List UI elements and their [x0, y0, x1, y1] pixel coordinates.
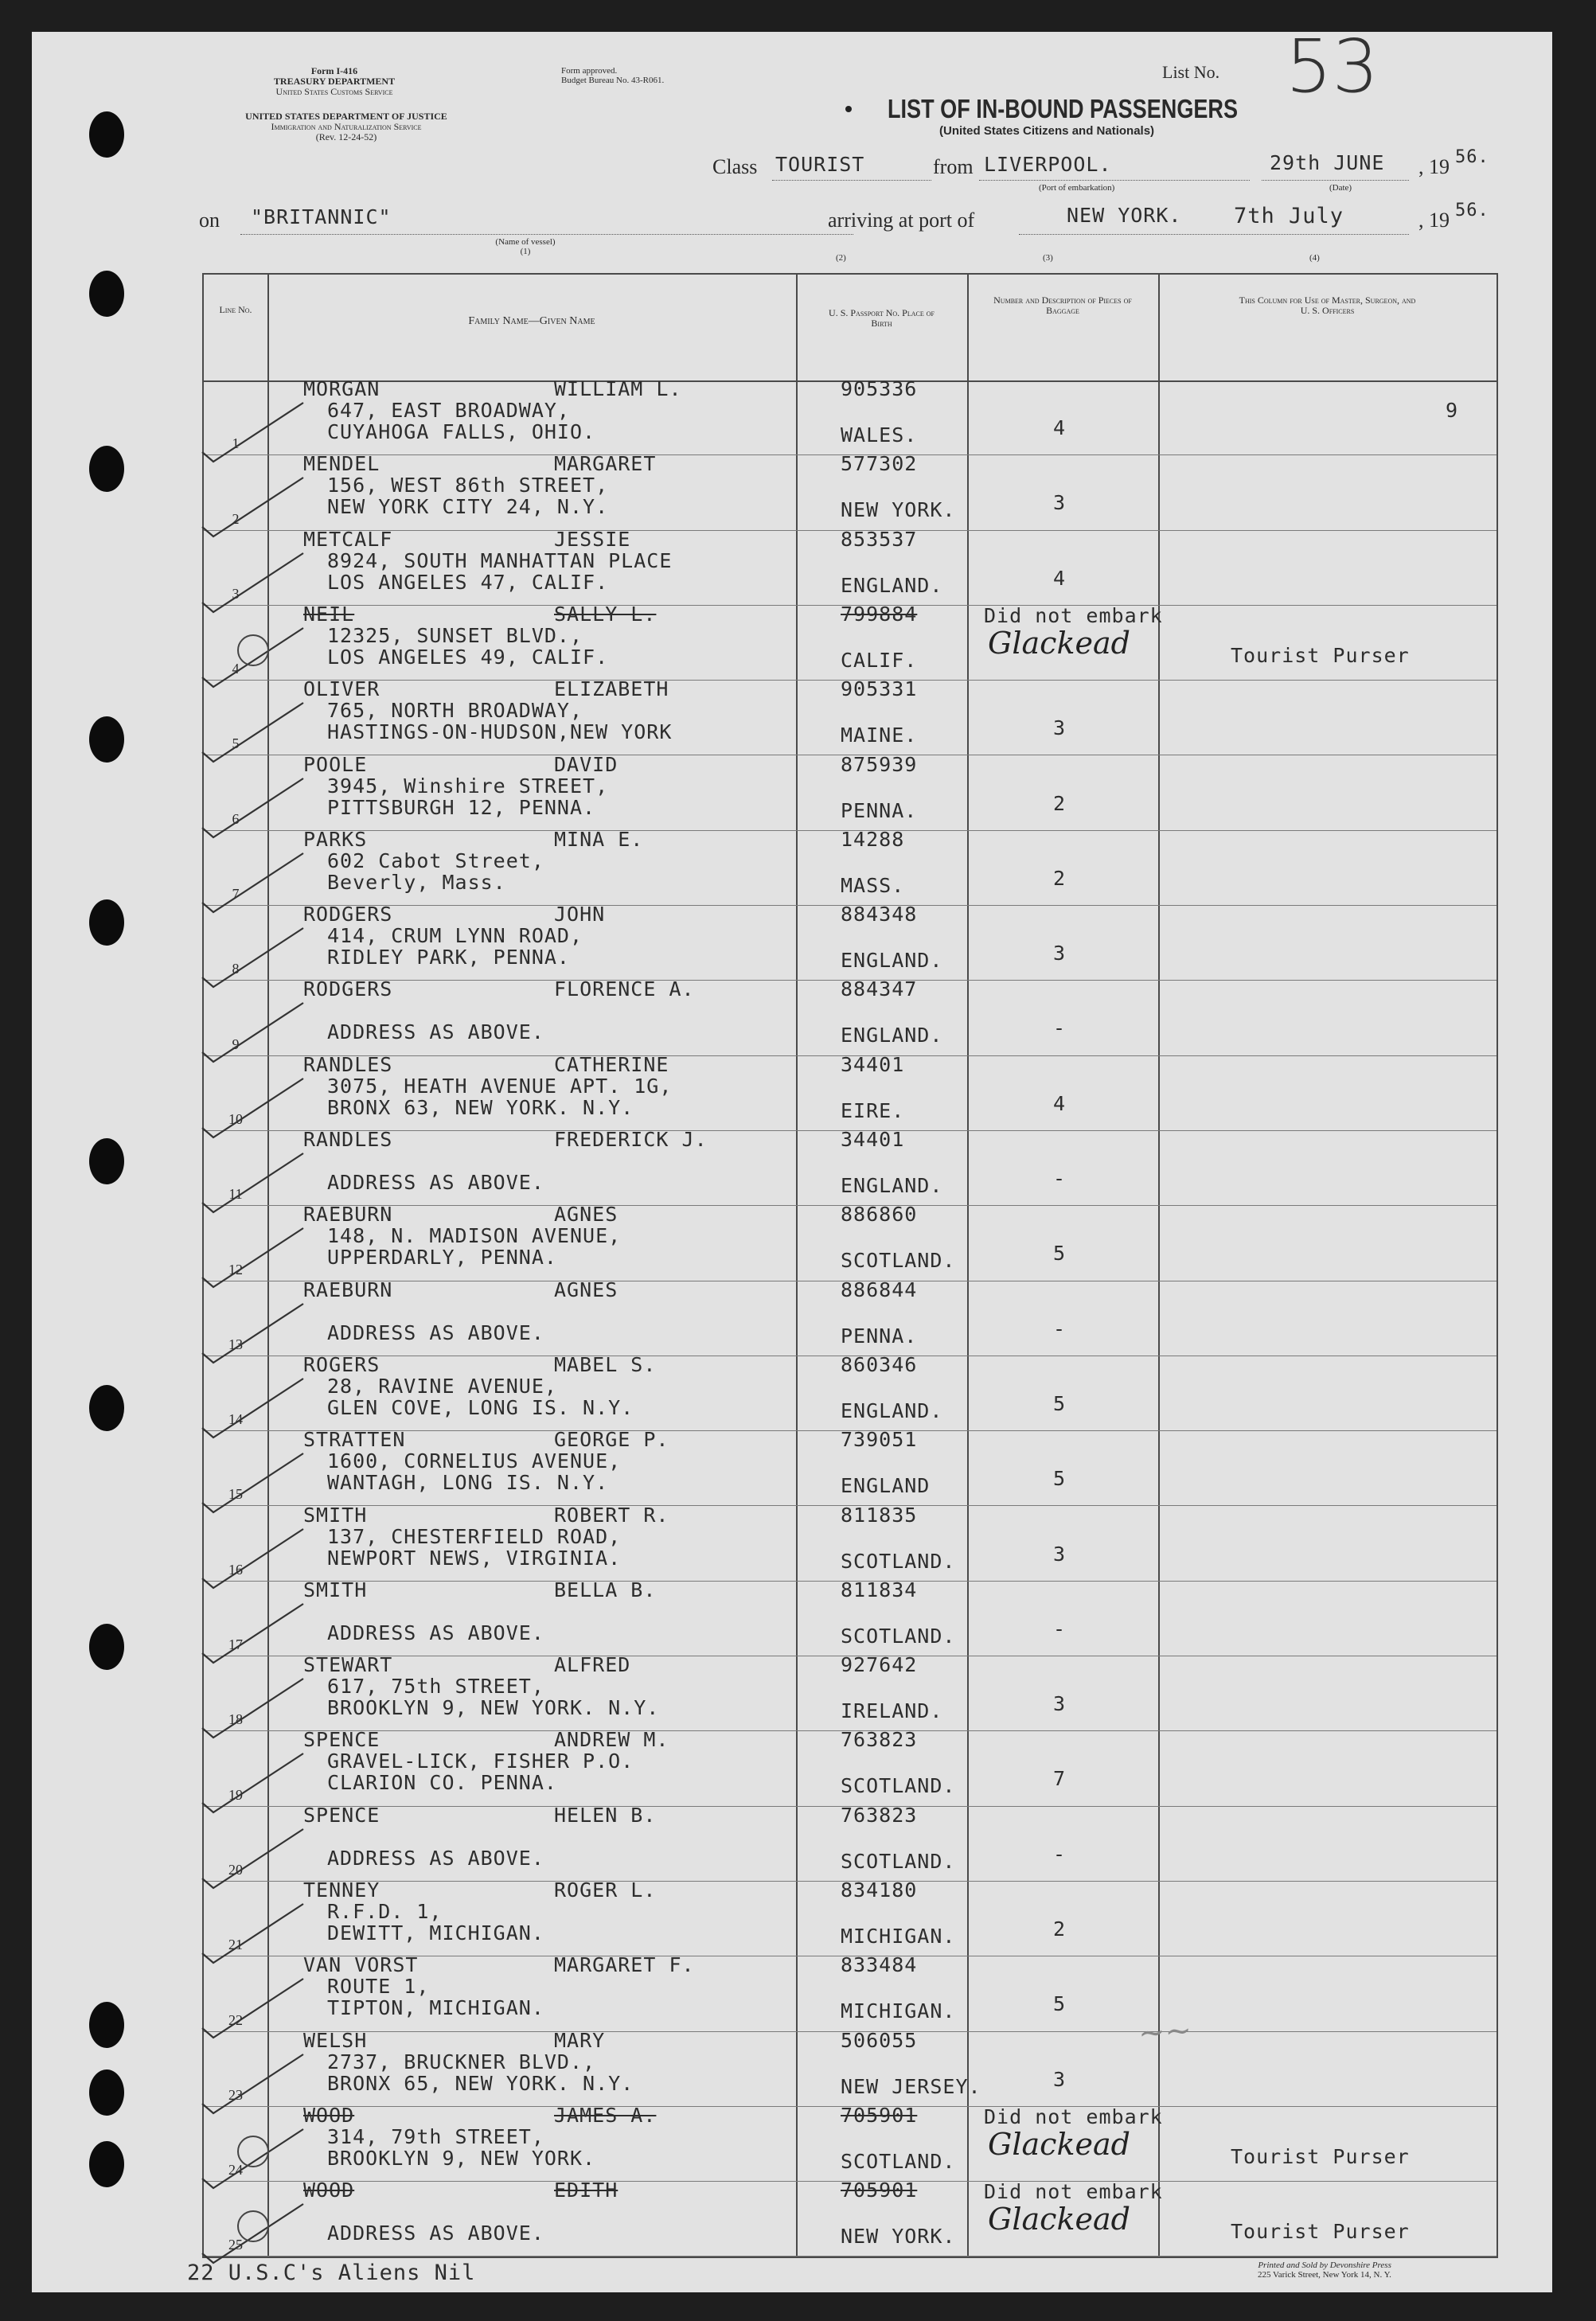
given-name: GEORGE P.	[554, 1428, 669, 1452]
place-of-birth: PENNA.	[841, 798, 918, 822]
address-line-2: BRONX 65, NEW YORK. N.Y.	[327, 2071, 634, 2095]
address-line-2: DEWITT, MICHIGAN.	[327, 1921, 544, 1945]
table-row	[204, 1352, 1496, 1431]
family-name: SPENCE	[303, 1803, 380, 1827]
family-name: RAEBURN	[303, 1203, 393, 1227]
year-prefix-2: , 19	[1418, 209, 1450, 232]
family-name: PARKS	[303, 827, 368, 851]
place-of-birth: NEW YORK.	[841, 498, 956, 522]
line-number: 22	[228, 2011, 243, 2028]
family-name: SMITH	[303, 1578, 368, 1601]
date-underline	[1262, 180, 1409, 181]
vessel-value: "BRITANNIC"	[251, 205, 392, 228]
given-name: JOHN	[554, 903, 606, 926]
table-row	[204, 1128, 1496, 1206]
place-of-birth: MAINE.	[841, 724, 918, 747]
printer-credit: Printed and Sold by Devonshire Press 225 Varick Street, New York 14, N. Y.	[1258, 2261, 1391, 2280]
address-line-2: UPPERDARLY, PENNA.	[327, 1246, 557, 1270]
col4-num: (4)	[1309, 253, 1320, 263]
page-title: LIST OF IN-BOUND PASSENGERS	[888, 94, 1239, 123]
address-line-1: 137, CHESTERFIELD ROAD,	[327, 1524, 622, 1548]
address-line-1: 12325, SUNSET BLVD.,	[327, 623, 583, 647]
address-line-2: LOS ANGELES 47, CALIF.	[327, 570, 609, 594]
line-number: 1	[232, 435, 240, 452]
address-line-1: 617, 75th STREET,	[327, 1675, 544, 1699]
table-row	[204, 1428, 1496, 1506]
family-name: MENDEL	[303, 452, 380, 476]
header-passport: U. S. Passport No. Place of Birth	[796, 275, 967, 382]
class-value: TOURIST	[775, 153, 865, 176]
purser-signature: Glackead	[988, 625, 1130, 661]
line-number: 21	[228, 1937, 243, 1953]
form-approved: Form approved. Budget Bureau No. 43-R061.	[561, 66, 665, 85]
table-row	[204, 1052, 1496, 1131]
line-number: 18	[228, 1711, 243, 1728]
address-line-2: NEWPORT NEWS, VIRGINIA.	[327, 1546, 622, 1570]
table-row	[204, 752, 1496, 831]
address-line-1: 3075, HEATH AVENUE APT. 1G,	[327, 1074, 673, 1098]
given-name: MINA E.	[554, 827, 644, 851]
passenger-table	[202, 273, 1498, 2258]
line-number: 13	[228, 1336, 243, 1352]
family-name: RANDLES	[303, 1052, 393, 1076]
given-name: ALFRED	[554, 1653, 631, 1677]
list-no-value: 53	[1286, 32, 1379, 109]
year-suffix: 56.	[1455, 147, 1489, 167]
family-name: OLIVER	[303, 677, 380, 701]
given-name: ROBERT R.	[554, 1503, 669, 1527]
baggage-count: 3	[1052, 942, 1067, 965]
passport-number: 884348	[841, 903, 918, 926]
line-number: 24	[228, 2162, 243, 2179]
given-name: HELEN B.	[554, 1803, 657, 1827]
binder-hole	[89, 1138, 124, 1184]
family-name: POOLE	[303, 752, 368, 776]
passport-number: 886844	[841, 1278, 918, 1301]
address-line-2: ADDRESS AS ABOVE.	[327, 1020, 544, 1044]
baggage-count: 3	[1052, 716, 1067, 740]
purser-signature: Glackead	[988, 2126, 1130, 2162]
vessel-underline	[240, 234, 853, 235]
address-line-2: Beverly, Mass.	[327, 870, 506, 894]
place-of-birth: ENGLAND.	[841, 1024, 943, 1047]
header-officers: This Column for Use of Master, Surgeon, and U. S. Officers	[1158, 275, 1496, 382]
line-number: 20	[228, 1861, 243, 1878]
address-line-2: BRONX 63, NEW YORK. N.Y.	[327, 1095, 634, 1119]
did-not-embark-note: Did not embark	[984, 2180, 1163, 2204]
year-prefix: , 19	[1418, 155, 1450, 178]
passport-number: 14288	[841, 827, 905, 851]
baggage-count: 3	[1052, 2067, 1067, 2091]
list-no-label: List No.	[1162, 62, 1220, 82]
place-of-birth: SCOTLAND.	[841, 1624, 956, 1648]
date-caption: (Date)	[1329, 183, 1352, 193]
address-line-2: ADDRESS AS ABOVE.	[327, 1846, 544, 1870]
address-line-1: 602 Cabot Street,	[327, 848, 544, 872]
place-of-birth: NEW YORK.	[841, 2225, 956, 2249]
passport-number: 763823	[841, 1803, 918, 1827]
binder-hole	[89, 111, 124, 158]
from-underline	[979, 180, 1250, 181]
officer-note: 9	[1446, 399, 1459, 422]
binder-hole	[89, 2069, 124, 2116]
address-line-1: 647, EAST BROADWAY,	[327, 399, 570, 422]
page-subtitle: (United States Citizens and Nationals)	[939, 124, 1155, 138]
passport-number: 506055	[841, 2028, 918, 2052]
passport-number: 833484	[841, 1953, 918, 1977]
address-line-1: 314, 79th STREET,	[327, 2124, 544, 2148]
passport-number: 905331	[841, 677, 918, 701]
family-name: SPENCE	[303, 1728, 380, 1752]
passport-number: 763823	[841, 1728, 918, 1752]
baggage-count: 4	[1052, 1091, 1067, 1115]
address-line-2: WANTAGH, LONG IS. N.Y.	[327, 1471, 609, 1495]
table-row	[204, 1878, 1496, 1956]
table-row	[204, 1653, 1496, 1731]
place-of-birth: SCOTLAND.	[841, 1774, 956, 1798]
passport-number: 884347	[841, 977, 918, 1001]
from-label: from	[933, 155, 974, 178]
address-line-2: BROOKLYN 9, NEW YORK.	[327, 2146, 596, 2170]
line-number: 15	[228, 1486, 243, 1503]
line-number: 19	[228, 1786, 243, 1803]
passport-number: 799884	[841, 602, 918, 626]
family-name: TENNEY	[303, 1878, 380, 1902]
baggage-count: 4	[1052, 416, 1067, 439]
family-name: WOOD	[303, 2103, 355, 2127]
family-name: WOOD	[303, 2179, 355, 2202]
table-row	[204, 903, 1496, 981]
address-line-2: GLEN COVE, LONG IS. N.Y.	[327, 1395, 634, 1419]
place-of-birth: SCOTLAND.	[841, 1549, 956, 1573]
passport-number: 811835	[841, 1503, 918, 1527]
table-row	[204, 527, 1496, 606]
passport-number: 34401	[841, 1128, 905, 1151]
address-line-2: CUYAHOGA FALLS, OHIO.	[327, 420, 596, 443]
vessel-caption: (Name of vessel) (1)	[495, 237, 556, 256]
family-name: ROGERS	[303, 1352, 380, 1376]
family-name: WELSH	[303, 2028, 368, 2052]
passport-number: 811834	[841, 1578, 918, 1601]
arrive-year-suffix: 56.	[1455, 201, 1489, 220]
line-number: 2	[232, 510, 240, 527]
place-of-birth: NEW JERSEY.	[841, 2074, 981, 2098]
place-of-birth: MICHIGAN.	[841, 1999, 956, 2023]
port-underline	[1019, 234, 1409, 235]
table-row	[204, 1278, 1496, 1356]
given-name: JAMES A.	[554, 2103, 657, 2127]
table-row	[204, 602, 1496, 681]
line-number: 10	[228, 1110, 243, 1127]
line-number: 25	[228, 2237, 243, 2253]
passport-number: 886860	[841, 1203, 918, 1227]
address-line-2: ADDRESS AS ABOVE.	[327, 2222, 544, 2245]
line-number: 9	[232, 1036, 240, 1052]
table-row	[204, 977, 1496, 1055]
line-number: 11	[228, 1186, 243, 1203]
baggage-count: 3	[1052, 1542, 1067, 1566]
baggage-count: -	[1052, 1317, 1067, 1340]
given-name: MARGARET	[554, 452, 657, 476]
family-name: METCALF	[303, 527, 393, 551]
table-row	[204, 1203, 1496, 1281]
passport-number: 875939	[841, 752, 918, 776]
family-name: STEWART	[303, 1653, 393, 1677]
address-line-2: TIPTON, MICHIGAN.	[327, 1996, 544, 2020]
line-number: 23	[228, 2086, 243, 2103]
given-name: AGNES	[554, 1203, 618, 1227]
place-of-birth: PENNA.	[841, 1324, 918, 1348]
address-line-1: 765, NORTH BROADWAY,	[327, 699, 583, 723]
baggage-count: -	[1052, 1617, 1067, 1640]
line-number: 17	[228, 1636, 243, 1653]
class-underline	[772, 180, 931, 181]
binder-hole	[89, 271, 124, 317]
given-name: ELIZABETH	[554, 677, 669, 701]
binder-hole	[89, 716, 124, 763]
baggage-count: 5	[1052, 1467, 1067, 1491]
binder-hole	[89, 446, 124, 492]
title-bullet	[845, 106, 852, 112]
class-label: Class	[712, 155, 758, 178]
did-not-embark-note: Did not embark	[984, 603, 1163, 627]
place-of-birth: SCOTLAND.	[841, 2149, 956, 2173]
baggage-count: -	[1052, 1167, 1067, 1190]
address-line-2: NEW YORK CITY 24, N.Y.	[327, 495, 609, 519]
table-row	[204, 827, 1496, 906]
address-line-1: ROUTE 1,	[327, 1975, 430, 1999]
purser-signature: Glackead	[988, 2202, 1130, 2237]
table-row	[204, 377, 1496, 455]
baggage-count: 3	[1052, 491, 1067, 515]
line-number: 5	[232, 735, 240, 752]
line-number: 14	[228, 1411, 243, 1428]
header-name: Family Name—Given Name	[267, 275, 796, 382]
given-name: BELLA B.	[554, 1578, 657, 1601]
officer-note: Tourist Purser	[1231, 2220, 1410, 2244]
address-line-2: BROOKLYN 9, NEW YORK. N.Y.	[327, 1696, 660, 1720]
binder-hole	[89, 1385, 124, 1431]
place-of-birth: CALIF.	[841, 648, 918, 672]
baggage-count: 2	[1052, 1917, 1067, 1941]
line-number: 7	[232, 886, 240, 903]
family-name: NEIL	[303, 602, 355, 626]
family-name: STRATTEN	[303, 1428, 406, 1452]
given-name: FLORENCE A.	[554, 977, 695, 1001]
family-name: MORGAN	[303, 377, 380, 400]
dept-block: UNITED STATES DEPARTMENT OF JUSTICE Immigration and Naturalization Service (Rev. 12-24-52)	[245, 111, 447, 142]
passport-number: 853537	[841, 527, 918, 551]
baggage-count: 4	[1052, 566, 1067, 590]
family-name: RAEBURN	[303, 1278, 393, 1301]
baggage-count: 2	[1052, 866, 1067, 890]
given-name: FREDERICK J.	[554, 1128, 708, 1151]
baggage-count: 2	[1052, 791, 1067, 815]
address-line-1: 414, CRUM LYNN ROAD,	[327, 924, 583, 948]
passport-number: 705901	[841, 2179, 918, 2202]
baggage-count: 5	[1052, 1992, 1067, 2016]
baggage-count: 5	[1052, 1242, 1067, 1266]
address-line-2: ADDRESS AS ABOVE.	[327, 1621, 544, 1644]
header-line-no: Line No.	[204, 275, 267, 382]
given-name: MABEL S.	[554, 1352, 657, 1376]
baggage-count: -	[1052, 1842, 1067, 1866]
port-value: NEW YORK.	[1067, 204, 1182, 227]
date-value: 29th JUNE	[1270, 151, 1385, 174]
line-number: 16	[228, 1561, 243, 1578]
passport-number: 927642	[841, 1653, 918, 1677]
place-of-birth: ENGLAND.	[841, 1174, 943, 1197]
from-value: LIVERPOOL.	[984, 153, 1112, 176]
col3-num: (3)	[1043, 253, 1053, 263]
officer-note: Tourist Purser	[1231, 643, 1410, 667]
line-number: 8	[232, 961, 240, 977]
arriving-label: arriving at port of	[828, 209, 975, 232]
given-name: MARGARET F.	[554, 1953, 695, 1977]
binder-hole	[89, 2002, 124, 2048]
place-of-birth: MASS.	[841, 873, 905, 897]
table-row	[204, 1953, 1496, 2031]
given-name: ANDREW M.	[554, 1728, 669, 1752]
family-name: RODGERS	[303, 903, 393, 926]
place-of-birth: IRELAND.	[841, 1699, 943, 1723]
table-row	[204, 2103, 1496, 2182]
given-name: CATHERINE	[554, 1052, 669, 1076]
family-name: RODGERS	[303, 977, 393, 1001]
given-name: AGNES	[554, 1278, 618, 1301]
address-line-1: GRAVEL-LICK, FISHER P.O.	[327, 1750, 634, 1773]
manifest-page	[32, 32, 1552, 2292]
did-not-embark-note: Did not embark	[984, 2105, 1163, 2128]
circled-line-mark	[236, 2134, 271, 2169]
baggage-count: -	[1052, 1016, 1067, 1040]
table-row	[204, 1578, 1496, 1656]
baggage-count: 7	[1052, 1767, 1067, 1791]
address-line-2: ADDRESS AS ABOVE.	[327, 1320, 544, 1344]
footer-summary: 22 U.S.C's Aliens Nil	[187, 2261, 476, 2285]
table-row	[204, 1803, 1496, 1882]
passport-number: 834180	[841, 1878, 918, 1902]
from-caption: (Port of embarkation)	[1039, 183, 1115, 193]
table-row	[204, 452, 1496, 530]
passport-number: 739051	[841, 1428, 918, 1452]
binder-hole	[89, 2141, 124, 2187]
place-of-birth: WALES.	[841, 423, 918, 447]
place-of-birth: SCOTLAND.	[841, 1849, 956, 1873]
passport-number: 905336	[841, 377, 918, 400]
officer-note: Tourist Purser	[1231, 2144, 1410, 2168]
baggage-count: 3	[1052, 1692, 1067, 1716]
place-of-birth: EIRE.	[841, 1098, 905, 1122]
given-name: ROGER L.	[554, 1878, 657, 1902]
place-of-birth: ENGLAND.	[841, 573, 943, 597]
table-row	[204, 1503, 1496, 1582]
family-name: SMITH	[303, 1503, 368, 1527]
address-line-2: PITTSBURGH 12, PENNA.	[327, 795, 596, 819]
address-line-1: 2737, BRUCKNER BLVD.,	[327, 2050, 596, 2073]
passport-number: 860346	[841, 1352, 918, 1376]
address-line-2: LOS ANGELES 49, CALIF.	[327, 645, 609, 669]
address-line-1: 8924, SOUTH MANHATTAN PLACE	[327, 548, 673, 572]
table-row	[204, 2028, 1496, 2107]
address-line-1: 148, N. MADISON AVENUE,	[327, 1224, 622, 1248]
header-baggage: Number and Description of Pieces of Baggage	[967, 275, 1158, 382]
place-of-birth: SCOTLAND.	[841, 1249, 956, 1273]
binder-hole	[89, 899, 124, 946]
address-line-1: 28, RAVINE AVENUE,	[327, 1374, 557, 1398]
binder-hole	[89, 1624, 124, 1670]
signature-scribble: ~~	[1137, 2011, 1193, 2053]
given-name: WILLIAM L.	[554, 377, 682, 400]
col2-num: (2)	[836, 253, 846, 263]
place-of-birth: ENGLAND.	[841, 1398, 943, 1422]
passport-number: 705901	[841, 2103, 918, 2127]
form-block: Form I-416 TREASURY DEPARTMENT United States Customs Service	[273, 65, 396, 97]
table-row	[204, 2179, 1496, 2257]
given-name: SALLY L.	[554, 602, 657, 626]
given-name: EDITH	[554, 2179, 618, 2202]
address-line-2: CLARION CO. PENNA.	[327, 1771, 557, 1795]
address-line-1: 156, WEST 86th STREET,	[327, 474, 609, 497]
given-name: MARY	[554, 2028, 606, 2052]
place-of-birth: MICHIGAN.	[841, 1925, 956, 1948]
given-name: DAVID	[554, 752, 618, 776]
place-of-birth: ENGLAND	[841, 1474, 931, 1498]
address-line-1: R.F.D. 1,	[327, 1900, 443, 1923]
line-number: 3	[232, 585, 240, 602]
passport-number: 577302	[841, 452, 918, 476]
line-number: 12	[228, 1261, 243, 1278]
place-of-birth: ENGLAND.	[841, 949, 943, 973]
family-name: VAN VORST	[303, 1953, 419, 1977]
circled-line-mark	[236, 633, 271, 668]
address-line-2: ADDRESS AS ABOVE.	[327, 1171, 544, 1194]
passport-number: 34401	[841, 1052, 905, 1076]
baggage-count: 5	[1052, 1391, 1067, 1415]
address-line-2: HASTINGS-ON-HUDSON,NEW YORK	[327, 720, 673, 744]
family-name: RANDLES	[303, 1128, 393, 1151]
line-number: 6	[232, 810, 240, 827]
arrive-date: 7th July	[1234, 204, 1344, 228]
table-row	[204, 1728, 1496, 1806]
address-line-2: RIDLEY PARK, PENNA.	[327, 946, 570, 969]
on-label: on	[199, 209, 220, 232]
given-name: JESSIE	[554, 527, 631, 551]
address-line-1: 3945, Winshire STREET,	[327, 774, 609, 798]
circled-line-mark	[236, 2209, 271, 2244]
address-line-1: 1600, CORNELIUS AVENUE,	[327, 1449, 622, 1473]
line-number: 4	[232, 661, 240, 677]
table-row	[204, 677, 1496, 755]
